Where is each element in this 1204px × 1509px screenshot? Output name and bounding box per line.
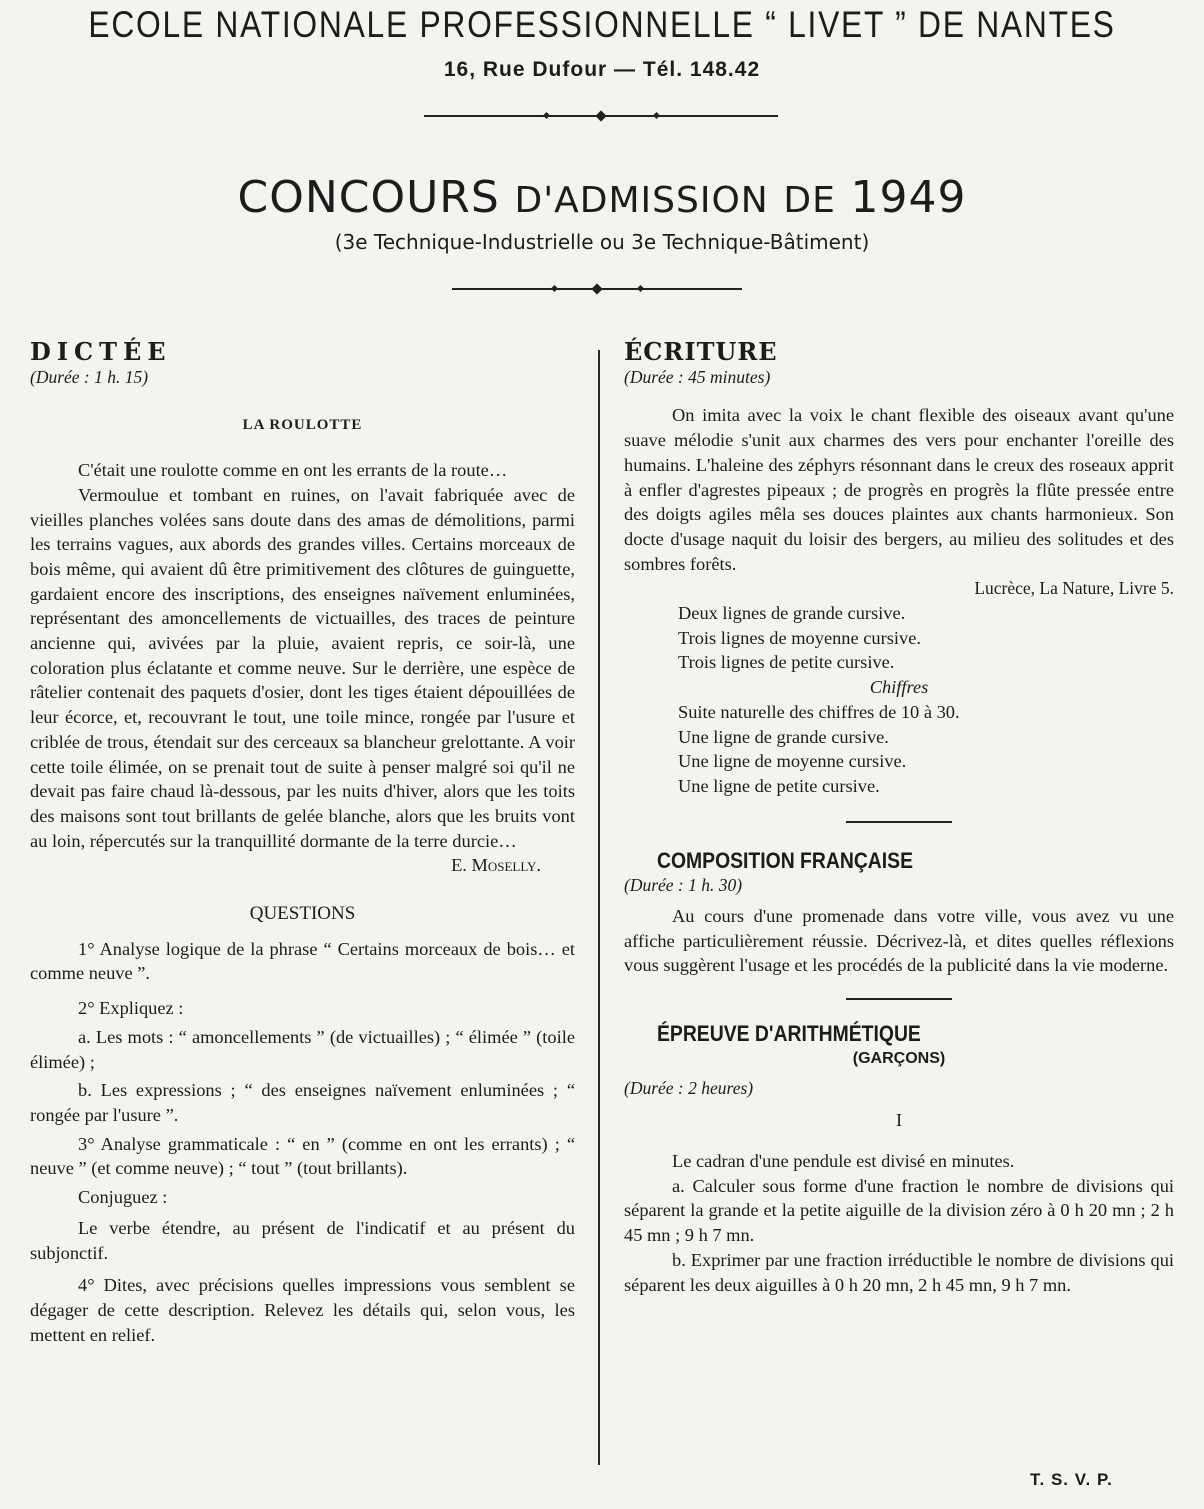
arithmetique-heading: ÉPREUVE D'ARITHMÉTIQUE xyxy=(657,1021,921,1047)
arithmetique-roman: I xyxy=(895,1110,903,1131)
question-2: 2° Expliquez : xyxy=(78,998,184,1019)
page-title xyxy=(0,172,1204,223)
composition-duree: (Durée : 1 h. 30) xyxy=(624,875,743,896)
tsvp-note: T. S. V. P. xyxy=(1030,1470,1113,1489)
composition-heading: COMPOSITION FRANÇAISE xyxy=(657,847,913,873)
arithmetique-b: b. Exprimer par une fraction irréductible le nombre de divisions qui séparent les deux aiguilles à 0 h 20 mn, 2 h 45 mn, 9 h 7 mn. xyxy=(624,1249,1174,1295)
column-right xyxy=(624,337,1174,1297)
question-2b: b. Les expressions ; “ des enseignes naïvement enluminées ; “ rongée par l'usure ”. xyxy=(30,1080,575,1125)
ecriture-line-3: Trois lignes de petite cursive. xyxy=(678,652,895,673)
chiffres-line-3: Une ligne de moyenne cursive. xyxy=(678,751,907,772)
dictee-duree: (Durée : 1 h. 15) xyxy=(30,366,149,387)
question-4: 4° Dites, avec précisions quelles impressions vous semblent se dégager de cette description. Relevez les détails qui, selon vous, les mettent en relief. xyxy=(30,1275,575,1345)
ecriture-duree: (Durée : 45 minutes) xyxy=(624,366,771,387)
chiffres-label: Chiffres xyxy=(869,677,929,698)
chiffres-line-1: Suite naturelle des chiffres de 10 à 30. xyxy=(678,701,960,722)
section-rule-2 xyxy=(846,998,952,1000)
conjuguez-label: Conjuguez : xyxy=(78,1187,168,1208)
ecriture-source: Lucrèce, La Nature, Livre 5. xyxy=(974,578,1174,599)
school-name: ECOLE NATIONALE PROFESSIONNELLE “ LIVET ” DE NANTES xyxy=(88,4,1116,45)
arithmetique-intro: Le cadran d'une pendule est divisé en minutes. xyxy=(672,1150,1015,1171)
conjuguez-text: Le verbe étendre, au présent de l'indicatif et au présent du subjonctif. xyxy=(30,1217,575,1263)
question-2a: a. Les mots : “ amoncellements ” (de victuailles) ; “ élimée ” (toile élimée) ; xyxy=(30,1026,575,1072)
chiffres-line-4: Une ligne de petite cursive. xyxy=(678,775,880,796)
question-1: 1° Analyse logique de la phrase “ Certains morceaux de bois… et comme neuve ”. xyxy=(30,938,575,984)
dictee-p2: Vermoulue et tombant en ruines, on l'avait fabriquée avec de vieilles planches volées sans doute dans des amas de démolitions, parmi les terrains vagues, aux abords des grandes villes. Certains morceaux de bois même, qui avaient dû être primitivement des clôtures de guinguette, gardaient encore des inscriptions, des enseignes naïvement enluminées, représentant des amoncellements de victuailles, des traces de peinture ancienne qui, avivées par la pluie, avaient repris, ce soir-là, une coloration plus éclatante et comme neuve. Sur le derrière, une espèce de râtelier contenait des paquets d'osier, dont les tiges étaient dépouillées de leur écorce, et, recouvrant le tout, une toile mince, rongée par l'usure et criblée de trous, étendait sur des cerceaux sa blancheur grelottante. A voir cette toile élimée, on se prenait tout de suite à penser malgré soi qu'il ne devait pas faire chaud là-dessous, par les nuits d'hiver, alors que les toits des maisons sont tout brillants de gelée blanche, alors que les bruits vont au loin, répercutés sur la tranquillité dormante de la terre durcie… xyxy=(30,484,575,851)
arithmetique-a: a. Calculer sous forme d'une fraction le nombre de divisions qui séparent la grande et la petite aiguille de la division zéro à 0 h 20 mn ; 2 h 45 mn ; 9 h 7 mn. xyxy=(624,1175,1174,1246)
title-de: DE xyxy=(783,180,836,221)
arithmetique-duree: (Durée : 2 heures) xyxy=(624,1077,754,1098)
ecriture-line-2: Trois lignes de moyenne cursive. xyxy=(678,627,921,648)
column-divider xyxy=(598,350,600,1465)
school-address: 16, Rue Dufour — Tél. 148.42 xyxy=(443,58,761,81)
chiffres-line-2: Une ligne de grande cursive. xyxy=(678,726,889,747)
ornament-mid xyxy=(452,285,742,293)
ecriture-heading: ÉCRITURE xyxy=(624,337,778,366)
dictee-p1: C'était une roulotte comme en ont les errants de la route… xyxy=(78,460,508,481)
section-rule-1 xyxy=(846,821,952,823)
dictee-heading: DICTÉE xyxy=(30,337,172,366)
composition-text: Au cours d'une promenade dans votre ville, vous avez vu une affiche particulièrement réussie. Décrivez-là, et dites quelles réflexions vous suggèrent l'usage et les procédés de la publicité dans la vie moderne. xyxy=(624,906,1174,976)
column-left xyxy=(30,337,575,1347)
title-concours: CONCOURS xyxy=(237,172,500,223)
arithmetique-sub: (GARÇONS) xyxy=(852,1049,946,1067)
question-3: 3° Analyse grammaticale : “ en ” (comme en ont les errants) ; “ neuve ” (et comme neuve) ; “ tout ” (tout brillants). xyxy=(30,1133,575,1179)
dictee-subtitle: LA ROULOTTE xyxy=(242,417,363,434)
ecriture-text: On imita avec la voix le chant flexible des oiseaux avant qu'une suave mélodie s'unit aux charmes des vers pour enchanter l'oreille des humains. L'haleine des zéphyrs résonnant dans le creux des roseaux apprit à enfler d'agrestes pipeaux ; de progrès en progrès la flûte pressée entre des doigts agiles mêla ses douces plaintes aux chants harmonieux. Son docte d'usage naquit du loisir des bergers, au milieu des solitudes et des sombres forêts. xyxy=(624,405,1174,574)
title-admission: D'ADMISSION xyxy=(514,180,769,221)
title-year: 1949 xyxy=(850,172,967,223)
ornament-top xyxy=(424,112,778,120)
ecriture-line-1: Deux lignes de grande cursive. xyxy=(678,603,906,624)
dictee-author: E. Moselly. xyxy=(451,855,541,876)
questions-heading: QUESTIONS xyxy=(249,903,356,925)
page-subtitle: (3e Technique-Industrielle ou 3e Technique-Bâtiment) xyxy=(334,230,870,254)
